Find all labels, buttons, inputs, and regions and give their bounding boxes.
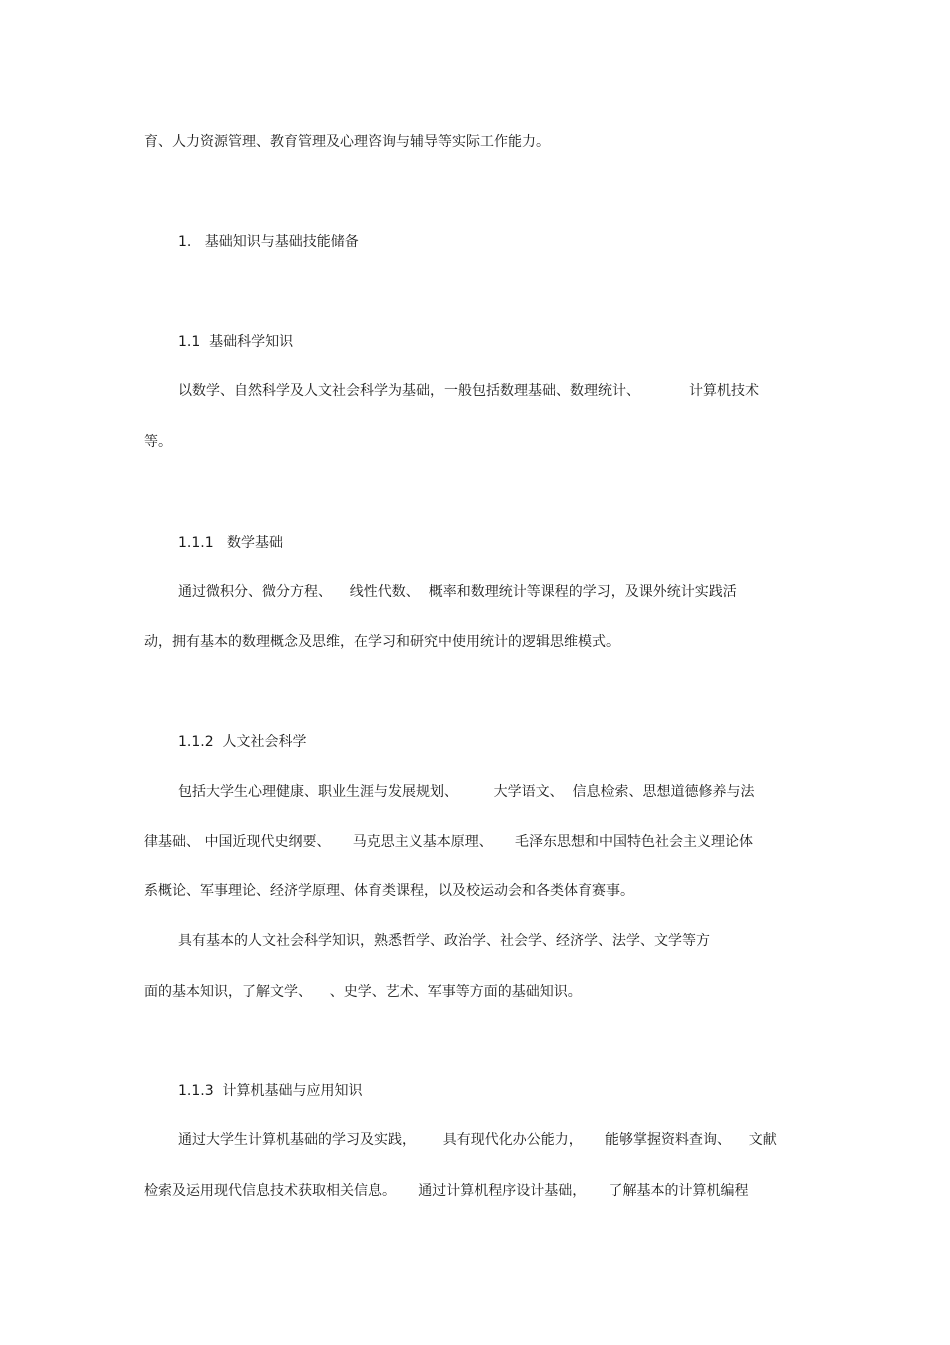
paragraph-line: 包括大学生心理健康、职业生涯与发展规划、 大学语文、 信息检索、思想道德修养与法 [178,784,755,800]
subsubsection-heading: 1.1.3 计算机基础与应用知识 [178,1083,363,1099]
paragraph-line: 以数学、自然科学及人文社会科学为基础，一般包括数理基础、数理统计、 计算机技术 [178,383,759,399]
paragraph-line: 检索及运用现代信息技术获取相关信息。 通过计算机程序设计基础， 了解基本的计算机编程 [144,1183,749,1199]
paragraph-line: 动，拥有基本的数理概念及思维，在学习和研究中使用统计的逻辑思维模式。 [144,634,620,650]
paragraph-line: 通过微积分、微分方程、 线性代数、 概率和数理统计等课程的学习，及课外统计实践活 [178,584,737,600]
subsubsection-heading: 1.1.1 数学基础 [178,535,283,551]
paragraph-line: 通过大学生计算机基础的学习及实践， 具有现代化办公能力， 能够掌握资料查询、 文献 [178,1132,777,1148]
paragraph-line: 律基础、 中国近现代史纲要、 马克思主义基本原理、 毛泽东思想和中国特色社会主义理论体 [144,834,753,850]
section-heading: 1. 基础知识与基础技能储备 [178,234,359,250]
paragraph-line: 等。 [144,434,172,450]
paragraph-line: 面的基本知识，了解文学、 、史学、艺术、军事等方面的基础知识。 [144,984,582,1000]
paragraph-line: 系概论、军事理论、经济学原理、体育类课程，以及校运动会和各类体育赛事。 [144,883,634,899]
subsection-heading: 1.1 基础科学知识 [178,334,294,350]
paragraph-line: 具有基本的人文社会科学知识，熟悉哲学、政治学、社会学、经济学、法学、文学等方 [178,933,710,949]
paragraph-line: 育、人力资源管理、教育管理及心理咨询与辅导等实际工作能力。 [144,134,550,150]
subsubsection-heading: 1.1.2 人文社会科学 [178,734,307,750]
